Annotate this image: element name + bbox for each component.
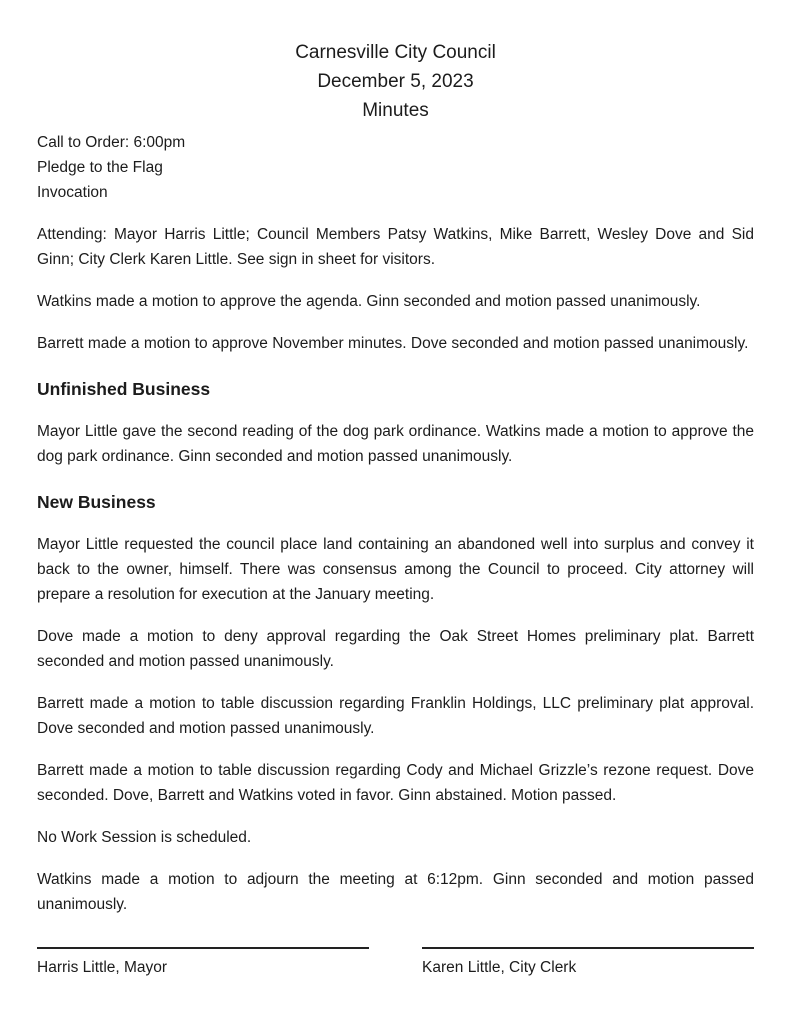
paragraph-work-session: No Work Session is scheduled. [37, 829, 252, 846]
document-title: Carnesville City Council [295, 42, 496, 63]
paragraph-attending: Attending: Mayor Harris Little; Council Members Patsy Watkins, Mike Barrett, Wesley Dove and Sid Ginn; City Clerk Karen Little. See sign in sheet for visitors. [37, 226, 754, 268]
opening-item-call-to-order: Call to Order: 6:00pm [37, 134, 186, 151]
signature-name-city-clerk: Karen Little, City Clerk [422, 959, 577, 976]
paragraph-november-minutes-motion: Barrett made a motion to approve November minutes. Dove seconded and motion passed unanimously. [37, 335, 749, 352]
signature-mayor [37, 947, 369, 980]
document-header [37, 38, 754, 125]
signature-line-city-clerk [422, 947, 754, 949]
opening-items [37, 130, 754, 205]
opening-item-invocation: Invocation [37, 184, 108, 201]
paragraph-grizzle-rezone: Barrett made a motion to table discussion regarding Cody and Michael Grizzle’s rezone request. Dove seconded. Dove, Barrett and Watkins voted in favor. Ginn abstained. Motion passed. [37, 762, 754, 804]
paragraph-oak-street: Dove made a motion to deny approval regarding the Oak Street Homes preliminary plat. Barrett seconded and motion passed unanimously. [37, 628, 754, 670]
signature-name-mayor: Harris Little, Mayor [37, 959, 168, 976]
signature-row [37, 947, 754, 980]
paragraph-adjourn: Watkins made a motion to adjourn the meeting at 6:12pm. Ginn seconded and motion passed unanimously. [37, 871, 754, 913]
paragraph-dog-park: Mayor Little gave the second reading of the dog park ordinance. Watkins made a motion to approve the dog park ordinance. Ginn seconded and motion passed unanimously. [37, 423, 754, 465]
heading-new-business: New Business [37, 492, 156, 512]
paragraph-agenda-motion: Watkins made a motion to approve the agenda. Ginn seconded and motion passed unanimously. [37, 293, 701, 310]
signature-line-mayor [37, 947, 369, 949]
heading-unfinished-business: Unfinished Business [37, 379, 211, 399]
opening-item-pledge: Pledge to the Flag [37, 159, 163, 176]
document-subtitle: Minutes [362, 100, 429, 121]
document-date: December 5, 2023 [317, 71, 474, 92]
signature-city-clerk [422, 947, 754, 980]
paragraph-franklin-holdings: Barrett made a motion to table discussion regarding Franklin Holdings, LLC preliminary plat approval. Dove seconded and motion passed unanimously. [37, 695, 754, 737]
paragraph-surplus-land: Mayor Little requested the council place land containing an abandoned well into surplus and convey it back to the owner, himself. There was consensus among the Council to proceed. City attorney will prepare a resolution for execution at the January meeting. [37, 536, 754, 603]
